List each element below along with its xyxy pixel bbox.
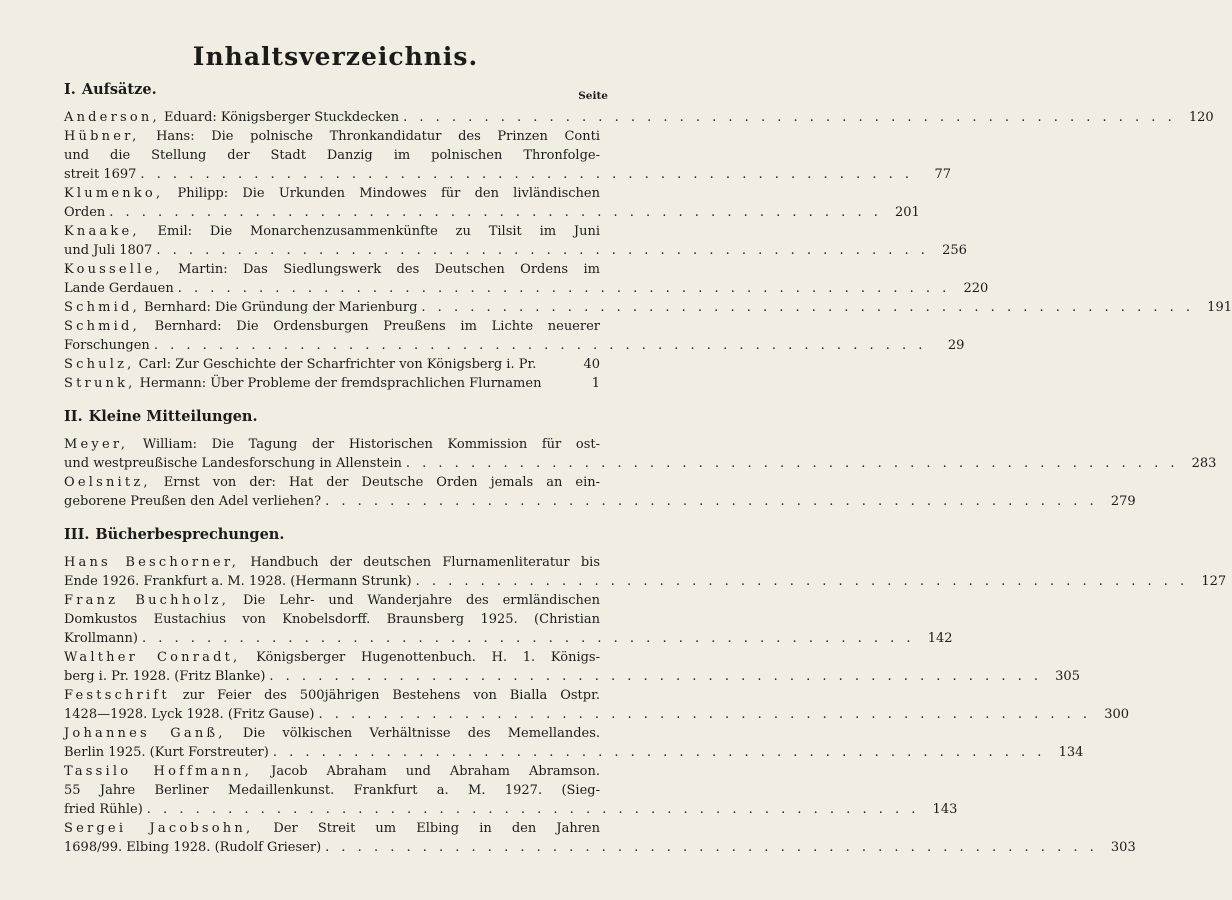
toc-entry bbox=[64, 762, 958, 819]
entry-title-text: Orden bbox=[64, 205, 106, 220]
spacer bbox=[536, 355, 566, 374]
entry-text bbox=[64, 317, 600, 336]
leader-dots: . . . . . . . . . . . . . . . . . . . . . . . . . . . . . . . . . . . . . . . . . . . . . . . . bbox=[269, 669, 1042, 684]
entry-title-text: berg i. Pr. 1928. (Fritz Blanke) bbox=[64, 669, 266, 684]
entry-title-text: 1428—1928. Lyck 1928. (Fritz Gause) bbox=[64, 707, 315, 722]
entry-line bbox=[64, 629, 953, 648]
leader-dots: . . . . . . . . . . . . . . . . . . . . . . . . . . . . . . . . . . . . . . . . . . . . . . . . bbox=[318, 707, 1092, 722]
entry-author: Klumenko, bbox=[64, 186, 164, 201]
entry-text bbox=[64, 610, 600, 629]
entry-line bbox=[64, 572, 1227, 591]
entry-title-text: Krollmann) bbox=[64, 631, 138, 646]
leader-dots: . . . . . . . . . . . . . . . . . . . . . . . . . . . . . . . . . . . . . . . . . . . . . . . . bbox=[177, 281, 951, 296]
entry-text bbox=[64, 355, 536, 374]
page-number: 143 bbox=[932, 802, 958, 817]
page-number: 142 bbox=[927, 631, 953, 646]
entry-text bbox=[64, 241, 152, 260]
entry-line bbox=[64, 473, 600, 492]
entry-title-text: und westpreußische Landesforschung in Allenstein bbox=[64, 456, 402, 471]
entry-line bbox=[64, 222, 600, 241]
entry-author: Meyer, bbox=[64, 437, 129, 452]
toc-entry bbox=[64, 819, 1136, 857]
entry-line bbox=[64, 800, 958, 819]
entry-text bbox=[64, 374, 541, 393]
toc-entry bbox=[64, 374, 600, 393]
entry-text bbox=[64, 492, 321, 511]
entry-text bbox=[64, 686, 600, 705]
entry-text bbox=[64, 781, 600, 800]
entry-author: Franz Buchholz, bbox=[64, 593, 230, 608]
entry-text bbox=[64, 336, 150, 355]
page-column-label: Seite bbox=[578, 90, 608, 102]
page-number: 77 bbox=[934, 167, 951, 182]
entry-title-text: Carl: Zur Geschichte der Scharfrichter von Königsberg i. Pr. bbox=[138, 357, 537, 372]
entry-text bbox=[64, 146, 600, 165]
entry-author: Walther Conradt, bbox=[64, 650, 241, 665]
section-gap bbox=[64, 427, 600, 435]
section-number: III. bbox=[64, 526, 90, 543]
entry-line bbox=[64, 454, 1217, 473]
toc-entry bbox=[64, 435, 1217, 473]
section-gap bbox=[64, 511, 600, 525]
entry-title-text: Die völkischen Verhältnisse des Memellandes. bbox=[242, 726, 601, 741]
entry-line bbox=[64, 591, 600, 610]
entry-title-text: Berlin 1925. (Kurt Forstreuter) bbox=[64, 745, 269, 760]
leader-dots: . . . . . . . . . . . . . . . . . . . . . . . . . . . . . . . . . . . . . . . . . . . . . . . . bbox=[421, 300, 1194, 315]
entry-line bbox=[64, 241, 967, 260]
entry-line bbox=[64, 781, 600, 800]
toc-list bbox=[64, 80, 1232, 857]
entry-line bbox=[64, 374, 600, 393]
leader-dots: . . . . . . . . . . . . . . . . . . . . . . . . . . . . . . . . . . . . . . . . . . . . . . . . bbox=[156, 243, 929, 258]
entry-author: Tassilo Hoffmann, bbox=[64, 764, 253, 779]
entry-title-text: Handbuch der deutschen Flurnamenliteratur bis bbox=[250, 555, 600, 570]
entry-author: Schmid, bbox=[64, 319, 140, 334]
entry-author: Sergei Jacobsohn, bbox=[64, 821, 254, 836]
entry-text bbox=[64, 724, 600, 743]
toc-entry bbox=[64, 298, 1232, 317]
entry-author: Kousselle, bbox=[64, 262, 163, 277]
entry-title-text: Emil: Die Monarchenzusammenkünfte zu Tilsit im Juni bbox=[157, 224, 600, 239]
entry-text bbox=[64, 203, 105, 222]
entry-text bbox=[64, 108, 399, 127]
leader-dots: . . . . . . . . . . . . . . . . . . . . . . . . . . . . . . . . . . . . . . . . . . . . . . . . bbox=[325, 494, 1098, 509]
page-number: 134 bbox=[1058, 745, 1084, 760]
leader-dots: . . . . . . . . . . . . . . . . . . . . . . . . . . . . . . . . . . . . . . . . . . . . . . . . bbox=[153, 338, 927, 353]
toc-entry bbox=[64, 686, 1130, 724]
entry-line bbox=[64, 298, 1232, 317]
entry-text bbox=[64, 838, 321, 857]
entry-text bbox=[64, 260, 600, 279]
page-number: 201 bbox=[895, 205, 920, 220]
page-number: 300 bbox=[1104, 707, 1130, 722]
spacer bbox=[541, 374, 566, 393]
section-heading bbox=[64, 407, 600, 427]
section-heading bbox=[64, 525, 600, 545]
entry-title-text: 1698/99. Elbing 1928. (Rudolf Grieser) bbox=[64, 840, 322, 855]
toc-entry bbox=[64, 184, 920, 222]
entry-title-text: Bernhard: Die Gründung der Marienburg bbox=[144, 300, 418, 315]
leader-dots: . . . . . . . . . . . . . . . . . . . . . . . . . . . . . . . . . . . . . . . . . . . . . . . . bbox=[141, 631, 915, 646]
entry-title-text: Philipp: Die Urkunden Mindowes für den livländischen bbox=[177, 186, 600, 201]
entry-title-text: Jacob Abraham und Abraham Abramson. bbox=[271, 764, 600, 779]
section-title: Aufsätze. bbox=[81, 81, 157, 98]
section-title: Kleine Mitteilungen. bbox=[88, 408, 258, 425]
toc-entry bbox=[64, 260, 989, 298]
entry-text bbox=[64, 298, 417, 317]
page-number: 29 bbox=[947, 338, 965, 353]
toc-entry bbox=[64, 355, 600, 374]
entry-text bbox=[64, 435, 600, 454]
entry-line bbox=[64, 279, 989, 298]
section-gap bbox=[64, 100, 600, 108]
entry-text bbox=[64, 743, 269, 762]
leader-dots: . . . . . . . . . . . . . . . . . . . . . . . . . . . . . . . . . . . . . . . . . . . . . . . . bbox=[146, 802, 920, 817]
entry-text bbox=[64, 454, 402, 473]
page-number: 220 bbox=[963, 281, 989, 296]
entry-title-text: geborene Preußen den Adel verliehen? bbox=[64, 494, 322, 509]
entry-text bbox=[64, 705, 314, 724]
entry-line bbox=[64, 336, 965, 355]
entry-title-text: Ernst von der: Hat der Deutsche Orden jemals an ein- bbox=[163, 475, 600, 490]
entry-line bbox=[64, 108, 1214, 127]
entry-title-text: Königsberger Hugenottenbuch. H. 1. Königs- bbox=[256, 650, 600, 665]
leader-dots: . . . . . . . . . . . . . . . . . . . . . . . . . . . . . . . . . . . . . . . . . . . . . . . . bbox=[415, 574, 1189, 589]
toc-entry bbox=[64, 591, 953, 648]
entry-title-text: Forschungen bbox=[64, 338, 150, 353]
entry-author: Hans Beschorner, bbox=[64, 555, 240, 570]
entry-text bbox=[64, 800, 143, 819]
entry-line bbox=[64, 435, 600, 454]
page-number: 40 bbox=[583, 357, 600, 372]
page-number: 127 bbox=[1201, 574, 1227, 589]
entry-title-text: Bernhard: Die Ordensburgen Preußens im Lichte neuerer bbox=[154, 319, 601, 334]
section-gap bbox=[64, 545, 600, 553]
leader-dots: . . . . . . . . . . . . . . . . . . . . . . . . . . . . . . . . . . . . . . . . . . . . . . . . bbox=[140, 167, 913, 182]
toc-entry bbox=[64, 724, 1084, 762]
entry-title-text: William: Die Tagung der Historischen Kommission für ost- bbox=[142, 437, 600, 452]
leader-dots: . . . . . . . . . . . . . . . . . . . . . . . . . . . . . . . . . . . . . . . . . . . . . . . . bbox=[109, 205, 882, 220]
entry-author: Schmid, bbox=[64, 300, 140, 315]
entry-line bbox=[64, 492, 1136, 511]
entry-text bbox=[64, 553, 600, 572]
entry-line bbox=[64, 146, 600, 165]
entry-line bbox=[64, 743, 1084, 762]
entry-text bbox=[64, 279, 174, 298]
entry-line bbox=[64, 705, 1130, 724]
entry-text bbox=[64, 184, 600, 203]
entry-text bbox=[64, 572, 412, 591]
entry-author: Oelsnitz, bbox=[64, 475, 151, 490]
section-gap bbox=[64, 393, 600, 407]
entry-line bbox=[64, 838, 1136, 857]
entry-line bbox=[64, 317, 600, 336]
page-number: 1 bbox=[591, 376, 600, 391]
entry-author: Knaake, bbox=[64, 224, 140, 239]
entry-author: Schulz, bbox=[64, 357, 135, 372]
entry-line bbox=[64, 648, 600, 667]
entry-text bbox=[64, 222, 600, 241]
entry-author: Johannes Ganß, bbox=[64, 726, 226, 741]
entry-line bbox=[64, 203, 920, 222]
entry-text bbox=[64, 591, 600, 610]
toc-entry bbox=[64, 648, 1080, 686]
entry-line bbox=[64, 819, 600, 838]
page-number: 279 bbox=[1110, 494, 1136, 509]
entry-line bbox=[64, 184, 600, 203]
entry-text bbox=[64, 648, 600, 667]
entry-line bbox=[64, 667, 1080, 686]
leader-dots: . . . . . . . . . . . . . . . . . . . . . . . . . . . . . . . . . . . . . . . . . . . . . . . . bbox=[403, 110, 1176, 125]
section-heading bbox=[64, 80, 608, 102]
entry-line bbox=[64, 610, 600, 629]
page-number: 191 bbox=[1207, 300, 1232, 315]
entry-title-text: Lande Gerdauen bbox=[64, 281, 174, 296]
entry-title-text: 55 Jahre Berliner Medaillenkunst. Frankfurt a. M. 1927. (Sieg- bbox=[64, 783, 600, 798]
entry-line bbox=[64, 762, 600, 781]
entry-author: Festschrift bbox=[64, 688, 170, 703]
entry-line bbox=[64, 724, 600, 743]
entry-title-text: Martin: Das Siedlungswerk des Deutschen Ordens im bbox=[178, 262, 600, 277]
entry-author: Anderson, bbox=[64, 110, 160, 125]
entry-title-text: zur Feier des 500jährigen Bestehens von Bialla Ostpr. bbox=[182, 688, 600, 703]
entry-text bbox=[64, 762, 600, 781]
page-number: 256 bbox=[942, 243, 967, 258]
entry-title-text: und die Stellung der Stadt Danzig im polnischen Thronfolge- bbox=[64, 148, 600, 163]
page-number: 283 bbox=[1191, 456, 1217, 471]
entry-text bbox=[64, 667, 265, 686]
entry-title-text: Domkustos Eustachius von Knobelsdorff. Braunsberg 1925. (Christian bbox=[64, 612, 600, 627]
leader-dots: . . . . . . . . . . . . . . . . . . . . . . . . . . . . . . . . . . . . . . . . . . . . . . . . bbox=[405, 456, 1179, 471]
page-title: Inhaltsverzeichnis. bbox=[192, 42, 479, 71]
toc-entry bbox=[64, 108, 1214, 127]
entry-line bbox=[64, 127, 600, 146]
entry-line bbox=[64, 165, 951, 184]
entry-title-text: Eduard: Königsberger Stuckdecken bbox=[163, 110, 400, 125]
toc-entry bbox=[64, 222, 967, 260]
toc-entry bbox=[64, 127, 951, 184]
entry-author: Strunk, bbox=[64, 376, 136, 391]
entry-title-text: Hans: Die polnische Thronkandidatur des Prinzen Conti bbox=[156, 129, 601, 144]
toc-entry bbox=[64, 473, 1136, 511]
leader-dots: . . . . . . . . . . . . . . . . . . . . . . . . . . . . . . . . . . . . . . . . . . . . . . . . bbox=[325, 840, 1098, 855]
toc-entry bbox=[64, 317, 965, 355]
entry-text bbox=[64, 629, 138, 648]
entry-title-text: Ende 1926. Frankfurt a. M. 1928. (Hermann Strunk) bbox=[64, 574, 412, 589]
entry-line bbox=[64, 686, 600, 705]
leader-dots: . . . . . . . . . . . . . . . . . . . . . . . . . . . . . . . . . . . . . . . . . . . . . . . . bbox=[272, 745, 1046, 760]
entry-line bbox=[64, 260, 600, 279]
entry-title-text: fried Rühle) bbox=[64, 802, 143, 817]
entry-author: Hübner, bbox=[64, 129, 140, 144]
page-number: 303 bbox=[1110, 840, 1136, 855]
page-number: 305 bbox=[1055, 669, 1080, 684]
section-number: II. bbox=[64, 408, 83, 425]
entry-title-text: Hermann: Über Probleme der fremdsprachlichen Flurnamen bbox=[139, 376, 542, 391]
entry-text bbox=[64, 165, 136, 184]
entry-text bbox=[64, 473, 600, 492]
entry-text bbox=[64, 127, 600, 146]
page-number: 120 bbox=[1188, 110, 1214, 125]
entry-line bbox=[64, 355, 600, 374]
entry-title-text: Die Lehr- und Wanderjahre des ermländischen bbox=[243, 593, 600, 608]
entry-title-text: streit 1697 bbox=[64, 167, 137, 182]
entry-line bbox=[64, 553, 600, 572]
entry-title-text: Der Streit um Elbing in den Jahren bbox=[273, 821, 600, 836]
section-title: Bücherbesprechungen. bbox=[95, 526, 285, 543]
section-number: I. bbox=[64, 81, 76, 98]
entry-title-text: und Juli 1807 bbox=[64, 243, 153, 258]
toc-entry bbox=[64, 553, 1227, 591]
entry-text bbox=[64, 819, 600, 838]
